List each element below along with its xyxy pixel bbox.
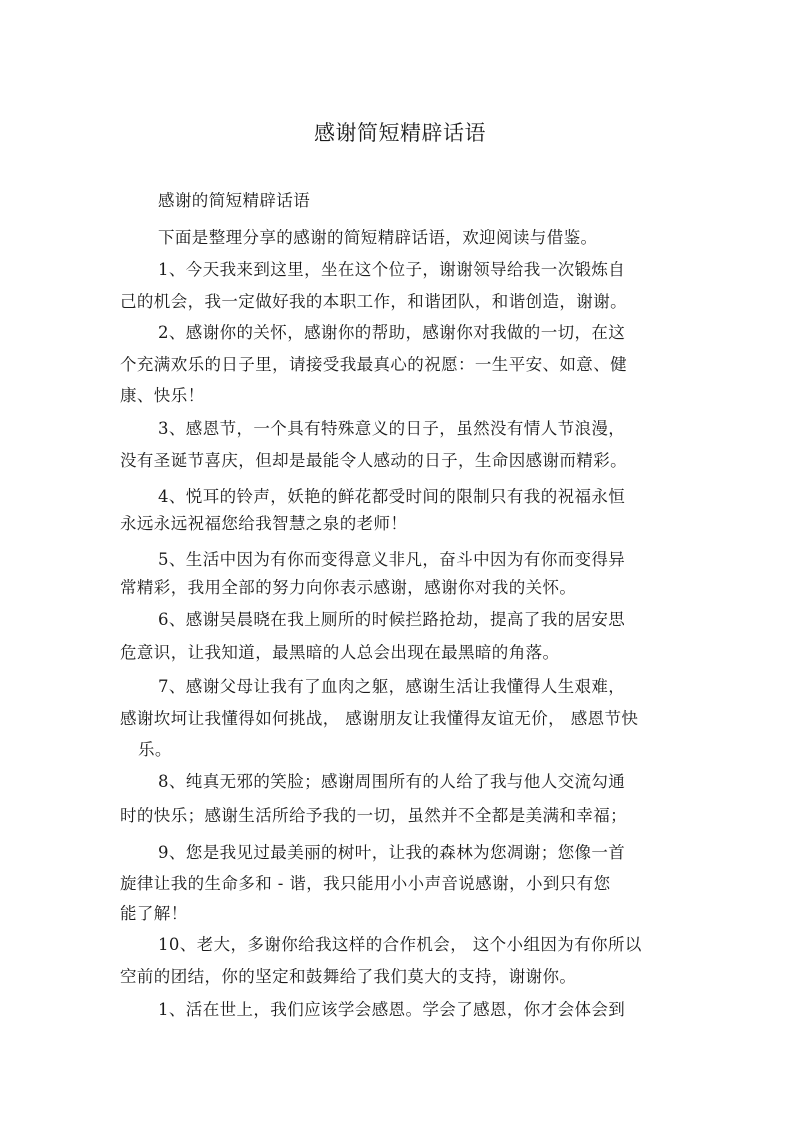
paragraph-line: 旋律让我的生命多和 - 谐，我只能用小小声音说感谢，小到只有您 — [120, 874, 611, 893]
paragraph-line: 乐。 — [138, 740, 172, 759]
paragraph-line: 4、悦耳的铃声，妖艳的鲜花都受时间的限制只有我的祝福永恒 — [158, 487, 626, 506]
paragraph-line: 能了解！ — [120, 904, 188, 923]
document-title: 感谢简短精辟话语 — [314, 121, 486, 145]
paragraph-line: 常精彩，我用全部的努力向你表示感谢，感谢你对我的关怀。 — [120, 578, 577, 597]
paragraph-line: 空前的团结，你的坚定和鼓舞给了我们莫大的支持，谢谢你。 — [120, 967, 577, 986]
paragraph-line: 9、您是我见过最美丽的树叶，让我的森林为您凋谢；您像一首 — [158, 843, 626, 862]
paragraph-line: 己的机会，我一定做好我的本职工作，和谐团队，和谐创造，谢谢。 — [120, 292, 627, 311]
paragraph-line: 下面是整理分享的感谢的简短精辟话语，欢迎阅读与借鉴。 — [158, 228, 598, 247]
paragraph-line: 7、感谢父母让我有了血肉之躯，感谢生活让我懂得人生艰难， — [158, 677, 626, 696]
paragraph-line: 时的快乐；感谢生活所给予我的一切，虽然并不全都是美满和幸福； — [120, 806, 627, 825]
paragraph-line: 没有圣诞节喜庆，但却是最能令人感动的日子，生命因感谢而精彩。 — [120, 451, 627, 470]
paragraph-line: 3、感恩节，一个具有特殊意义的日子，虽然没有情人节浪漫， — [158, 419, 626, 438]
paragraph-line: 8、纯真无邪的笑脸；感谢周围所有的人给了我与他人交流勾通 — [158, 772, 626, 791]
paragraph-line: 个充满欢乐的日子里，请接受我最真心的祝愿：一生平安、如意、健 — [120, 355, 627, 374]
paragraph-line: 康、快乐！ — [120, 386, 205, 405]
section-heading: 感谢的简短精辟话语 — [158, 191, 311, 210]
paragraph-line: 1、今天我来到这里，坐在这个位子，谢谢领导给我一次锻炼自 — [158, 260, 626, 279]
paragraph-line: 1、活在世上，我们应该学会感恩。学会了感恩，你才会体会到 — [158, 1000, 626, 1019]
paragraph-line: 2、感谢你的关怀，感谢你的帮助，感谢你对我做的一切，在这 — [158, 323, 626, 342]
paragraph-line: 6、感谢吴晨晓在我上厕所的时候拦路抢劫，提高了我的居安思 — [158, 610, 626, 629]
paragraph-line: 危意识，让我知道，最黑暗的人总会出现在最黑暗的角落。 — [120, 643, 560, 662]
paragraph-line: 5、生活中因为有你而变得意义非凡，奋斗中因为有你而变得异 — [158, 550, 626, 569]
paragraph-line: 永远永远祝福您给我智慧之泉的老师！ — [120, 514, 408, 533]
paragraph-line: 10、老大，多谢你给我这样的合作机会， 这个小组因为有你所以 — [158, 935, 642, 954]
paragraph-line: 感谢坎坷让我懂得如何挑战， 感谢朋友让我懂得友谊无价， 感恩节快 — [120, 709, 639, 728]
